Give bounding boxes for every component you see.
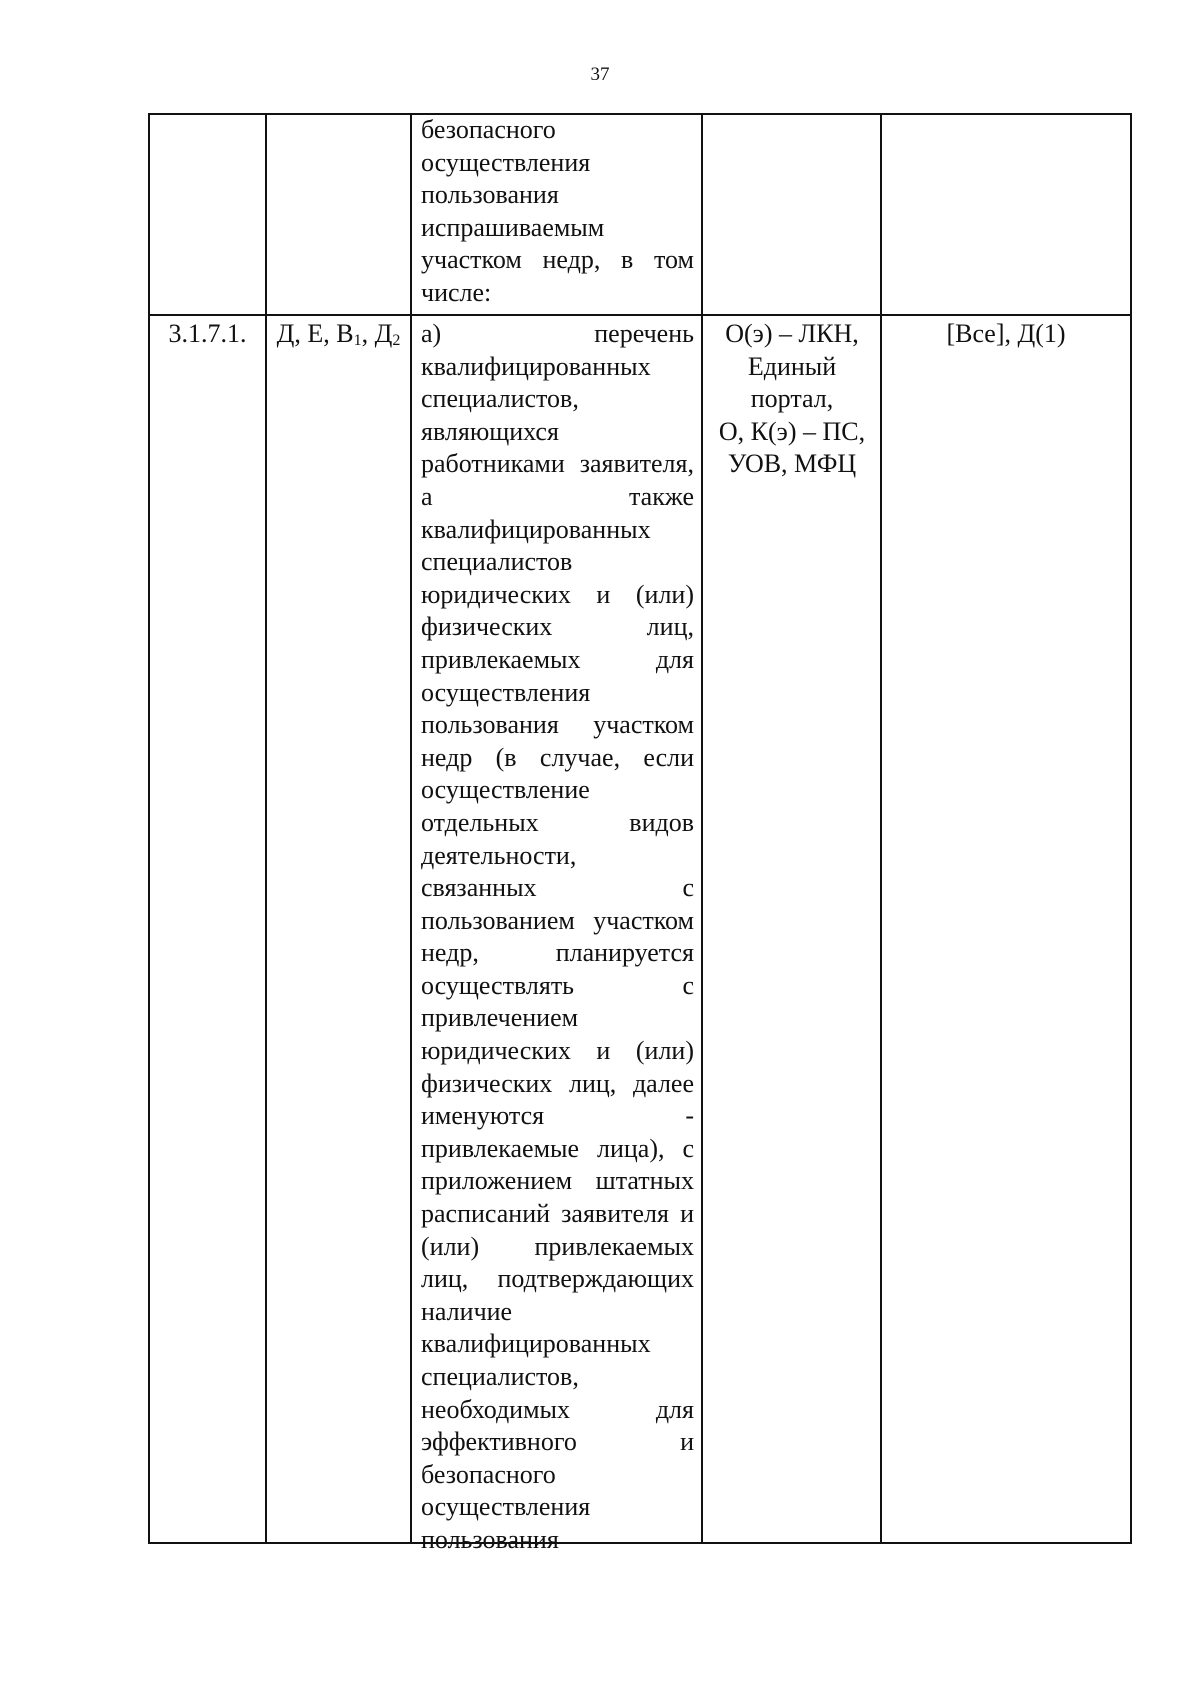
text-line: участком недр, в том — [421, 245, 694, 275]
text-line: являющихся — [421, 416, 559, 446]
row2-codes-cell — [267, 318, 410, 351]
text-line: привлекаемые лица), с — [421, 1133, 694, 1163]
text-line: юридических и (или) — [421, 579, 694, 609]
text-line: пользованием участком — [421, 905, 694, 935]
row1-description-text — [421, 114, 694, 310]
text-line: безопасного — [421, 1459, 556, 1489]
text-line: привлекаемых для — [421, 644, 694, 674]
text-line: осуществлять с — [421, 970, 694, 1000]
column-divider-2 — [410, 113, 412, 1544]
text-line: Единый — [747, 351, 837, 381]
text-line: числе: — [421, 277, 492, 307]
text-line: необходимых для — [421, 1394, 694, 1424]
text-line: связанных с — [421, 873, 694, 903]
text-line: недр (в случае, если — [421, 742, 694, 772]
row2-channels-cell — [704, 318, 880, 481]
text-line: физических лиц, далее — [421, 1068, 694, 1098]
text-line: портал, — [750, 384, 834, 414]
text-line: а также — [421, 481, 694, 511]
services-table — [148, 113, 1132, 1554]
text-line: деятельности, — [421, 840, 577, 870]
table-border-right — [1130, 113, 1132, 1544]
text-line: именуются - — [421, 1101, 694, 1131]
text-line: приложением штатных — [421, 1166, 694, 1196]
text-line: специалистов, — [421, 384, 579, 414]
row-divider — [148, 314, 1132, 316]
text-line: О, К(э) – ПС, — [718, 416, 866, 446]
text-line: осуществление — [421, 775, 590, 805]
text-line: привлечением — [421, 1003, 579, 1033]
row2-number-cell — [150, 318, 265, 351]
row2-description-cell — [421, 318, 694, 1557]
column-divider-3 — [701, 113, 703, 1544]
text-line: физических лиц, — [421, 612, 694, 642]
text-line: осуществления — [421, 677, 591, 707]
text-line: недр, планируется — [421, 938, 694, 968]
text-line: специалистов — [421, 547, 573, 577]
text-line: квалифицированных — [421, 351, 651, 381]
text-line: работниками заявителя, — [421, 449, 694, 479]
text-line: О(э) – ЛКН, — [725, 319, 859, 348]
page-number: 37 — [590, 64, 610, 85]
text-line: (или) привлекаемых — [421, 1231, 694, 1261]
codes-sub-2: 2 — [392, 332, 401, 349]
text-line: юридических и (или) — [421, 1036, 694, 1066]
text-line: а) перечень — [421, 319, 694, 348]
text-line: наличие — [421, 1296, 513, 1326]
text-line: лиц, подтверждающих — [421, 1264, 694, 1294]
row2-availability-cell — [882, 318, 1130, 351]
text-line: испрашиваемым — [421, 212, 605, 242]
text-line: отдельных видов — [421, 807, 694, 837]
row-number: 3.1.7.1. — [168, 319, 247, 348]
submission-channels — [704, 318, 880, 481]
codes-part-2: , Д — [361, 319, 393, 348]
text-line: эффективного и — [421, 1427, 694, 1457]
codes-part-1: Д, Е, В — [276, 319, 354, 348]
text-line: УОВ, МФЦ — [727, 449, 857, 479]
text-line: безопасного — [421, 115, 556, 144]
text-line: пользования участком — [421, 710, 694, 740]
row1-description-cell — [421, 114, 694, 310]
text-line: осуществления — [421, 147, 591, 177]
text-line: квалифицированных — [421, 1329, 651, 1359]
text-line: квалифицированных — [421, 514, 651, 544]
text-line: специалистов, — [421, 1362, 579, 1391]
text-line: пользования — [421, 180, 559, 210]
applicant-codes — [277, 319, 401, 348]
availability-text: [Все], Д(1) — [946, 319, 1066, 348]
text-line: пользования — [421, 1524, 559, 1554]
text-line: расписаний заявителя и — [421, 1199, 694, 1229]
codes-sub-1: 1 — [353, 332, 362, 349]
row2-description-text — [421, 318, 694, 1557]
text-line: осуществления — [421, 1492, 591, 1522]
